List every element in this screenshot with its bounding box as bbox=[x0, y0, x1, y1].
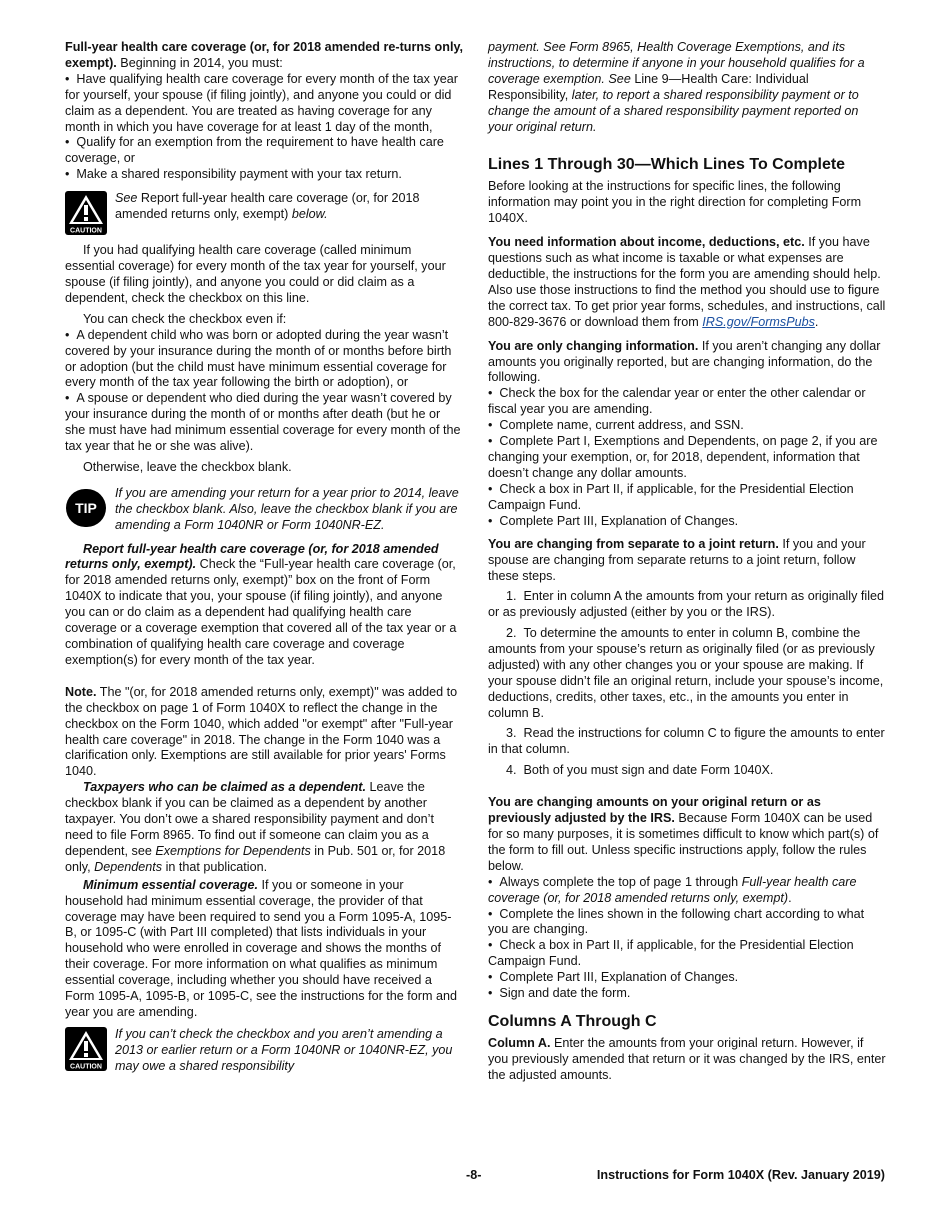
bullet-item: • Complete name, current address, and SSN. bbox=[488, 418, 886, 434]
run-in-heading: You are changing from separate to a joint return. bbox=[488, 537, 779, 552]
right-column bbox=[488, 40, 886, 1089]
tip-icon bbox=[65, 488, 107, 533]
run-in-heading: Minimum essential coverage. bbox=[83, 877, 258, 892]
run-in-heading: You need information about income, deductions, etc. bbox=[488, 235, 805, 250]
caution-text: See Report full-year health care coverage (or, for 2018 amended returns only, exempt) below. bbox=[115, 191, 420, 222]
irs-formspubs-link[interactable]: IRS.gov/FormsPubs bbox=[702, 314, 815, 329]
tip-note bbox=[65, 486, 463, 534]
bullet-item: • Have qualifying health care coverage for every month of the tax year for yourself, your spouse (if filing jointly), and anyone you could or did claim as a dependent. You are treated as having coverage for any month in which you have coverage for at least 1 day of the month, bbox=[65, 72, 463, 136]
caution-text: If you can’t check the checkbox and you aren’t amending a 2013 or earlier return or a Form 1040NR or 1040NR-EZ, you may owe a shared responsibility bbox=[115, 1026, 453, 1073]
caution-icon bbox=[65, 1027, 107, 1069]
bullet-item: • Sign and date the form. bbox=[488, 986, 886, 1002]
bullet-item: • Complete Part III, Explanation of Changes. bbox=[488, 970, 886, 986]
bullet-item: • A spouse or dependent who died during the year wasn’t covered by your insurance during the month of or months after death (but he or she must have had minimum essential coverage for every month of the tax year that he or she was alive). bbox=[65, 391, 463, 455]
tip-text: If you are amending your return for a year prior to 2014, leave the checkbox blank. Also, leave the checkbox blank if you are amending a Form 1040NR or Form 1040NR-EZ. bbox=[115, 485, 459, 532]
paragraph: If you had qualifying health care coverage (called minimum essential coverage) for every month of the tax year for yourself, your spouse (if filing jointly), and anyone you could or did claim as a dependent, check the checkbox on this line. bbox=[65, 243, 446, 305]
paragraph: You are only changing information. If you aren’t changing any dollar amounts you originally reported, but are changing information, do the following. bbox=[488, 338, 881, 385]
bullet-item: • Always complete the top of page 1 through Full-year health care coverage (or, for 2018 amended returns only, exempt). bbox=[488, 875, 886, 907]
bullet-item: • Check a box in Part II, if applicable, for the Presidential Election Campaign Fund. bbox=[488, 482, 886, 514]
bullet-item: • Check the box for the calendar year or enter the other calendar or fiscal year you are amending. bbox=[488, 386, 886, 418]
paragraph: Note. The "(or, for 2018 amended returns only, exempt)" was added to the checkbox on page 1 of Form 1040X to reflect the change in the checkbox on the Form 1040, which added "or exempt" after "Full-year health care coverage" in 2018. The change in the Form 1040 was a clarification only. Exemptions are still available for prior years' Forms 1040. bbox=[65, 684, 458, 779]
numbered-step: 2. To determine the amounts to enter in column B, combine the amounts from your spouse’s return as originally filed (or as previously adjusted) with any other changes you or your spouse are making. If your spouse didn’t file an original return, include your spouse’s income, deductions, credits, other taxes, etc., in the amounts you enter in column B. bbox=[488, 626, 884, 720]
paragraph: Full-year health care coverage (or, for 2018 amended re-turns only, exempt). Beginning in 2014, you must: bbox=[65, 40, 464, 70]
run-in-heading: Column A. bbox=[488, 1035, 551, 1050]
tip-label: TIP bbox=[75, 499, 97, 516]
caution-label: CAUTION bbox=[70, 1063, 102, 1071]
paragraph: Taxpayers who can be claimed as a dependent. Leave the checkbox blank if you can be claimed as a dependent by another taxpayer. You don’t owe a shared responsibility payment and don’t need to file Form 8965. To find out if someone can claim you as a dependent, see Exemptions for Dependents in Pub. 501 or, for 2018 only, Dependents in that publication. bbox=[65, 780, 446, 874]
section-heading: Lines 1 Through 30—Which Lines To Complete bbox=[488, 156, 846, 174]
bullet-item: • Complete Part III, Explanation of Changes. bbox=[488, 514, 886, 530]
paragraph: You are changing amounts on your original return or as previously adjusted by the IRS. Because Form 1040X can be used for so many purposes, it is sometimes difficult to know which part(s) of the form to fill out. Unless specific instructions apply, follow the rules below. bbox=[488, 795, 879, 873]
left-column bbox=[65, 40, 463, 1083]
paragraph: Column A. Enter the amounts from your original return. However, if you previously amended that return or it was changed by the IRS, enter the adjusted amounts. bbox=[488, 1035, 886, 1082]
page-number: -8- bbox=[466, 1168, 482, 1182]
caution-note bbox=[65, 1027, 463, 1075]
run-in-heading: You are only changing information. bbox=[488, 338, 699, 353]
paragraph: You are changing from separate to a joint return. If you and your spouse are changing from separate returns to a joint return, follow these steps. bbox=[488, 537, 866, 584]
bullet-item: • Complete Part I, Exemptions and Dependents, on page 2, if you are changing your exemption, or, for 2018, dependent, information that doesn’t change any dollar amounts. bbox=[488, 434, 886, 482]
run-in-heading: Note. bbox=[65, 684, 97, 699]
bullet-item: • Make a shared responsibility payment with your tax return. bbox=[65, 167, 463, 183]
run-in-heading: Report full-year health care coverage (or, for 2018 amended returns only, exempt). bbox=[65, 541, 439, 572]
bullet-item: • Qualify for an exemption from the requirement to have health care coverage, or bbox=[65, 135, 463, 167]
bullet-item: • A dependent child who was born or adopted during the year wasn’t covered by your insurance during the month of or months before birth or adoption (but the child must have minimum essential coverage for every month of the tax year following the birth or adoption), or bbox=[65, 328, 463, 392]
document-title: Instructions for Form 1040X (Rev. January 2019) bbox=[596, 1168, 885, 1182]
numbered-step: 4. Both of you must sign and date Form 1040X. bbox=[506, 763, 774, 778]
paragraph: Otherwise, leave the checkbox blank. bbox=[83, 459, 292, 474]
caution-icon bbox=[65, 191, 107, 233]
run-in-heading: Taxpayers who can be claimed as a dependent. bbox=[83, 780, 366, 795]
numbered-step: 1. Enter in column A the amounts from your return as originally filed or as previously adjusted (either by you or the IRS). bbox=[488, 589, 884, 620]
paragraph: Before looking at the instructions for specific lines, the following information may point you in the right direction for completing Form 1040X. bbox=[488, 179, 862, 226]
numbered-step: 3. Read the instructions for column C to figure the amounts to enter in that column. bbox=[488, 726, 885, 757]
paragraph: You can check the checkbox even if: bbox=[83, 311, 287, 326]
caution-label: CAUTION bbox=[70, 227, 102, 235]
run-in-heading: Full-year health care coverage (or, for 2018 amended re-turns only, exempt). bbox=[65, 40, 464, 70]
paragraph: Minimum essential coverage. If you or someone in your household had minimum essential coverage, the provider of that coverage may have been required to send you a Form 1095-A, 1095-B, or 1095-C (with Part III completed) that lists individuals in your household who were enrolled in coverage and shows the months of their coverage. For more information on what qualifies as minimum essential coverage, including whether you should have received a Form 1095-A, 1095-B, or 1095-C, see the instructions for the form and year you are amending. bbox=[65, 877, 457, 1019]
paragraph: You need information about income, deductions, etc. If you have questions such as what income is taxable or what expenses are deductible, the instructions for the form you are amending should help. Also use those instructions to find the method you should use to figure the correct tax. To get prior year forms, schedules, and instructions, call 800-829-3676 or download them from IRS.gov/FormsPubs. bbox=[488, 235, 886, 329]
bullet-item: • Complete the lines shown in the following chart according to what you are changing. bbox=[488, 907, 886, 939]
paragraph: payment. See Form 8965, Health Coverage Exemptions, and its instructions, to determine if anyone in your household qualifies for a coverage exemption. See Line 9—Health Care: Individual Responsibility, later, to report a shared responsibility payment or to change the amount of a shared responsibility payment reported on your original return. bbox=[488, 40, 865, 134]
run-in-heading: You are changing amounts on your original return or as previously adjusted by the IRS. bbox=[488, 795, 821, 826]
paragraph: Report full-year health care coverage (or, for 2018 amended returns only, exempt). Check the “Full-year health care coverage (or, for 2018 amended returns only, exempt)” box on the front of Form 1040X to indicate that you, your spouse (if filing jointly), and anyone you can or do claim as a dependent had qualifying health care coverage or a coverage exemption that covered all of the tax year or a combination of qualifying health care coverage and coverage exemption(s) for every month of the tax year. bbox=[65, 541, 457, 667]
caution-note bbox=[65, 191, 463, 235]
bullet-item: • Check a box in Part II, if applicable, for the Presidential Election Campaign Fund. bbox=[488, 938, 886, 970]
section-heading: Columns A Through C bbox=[488, 1012, 657, 1030]
